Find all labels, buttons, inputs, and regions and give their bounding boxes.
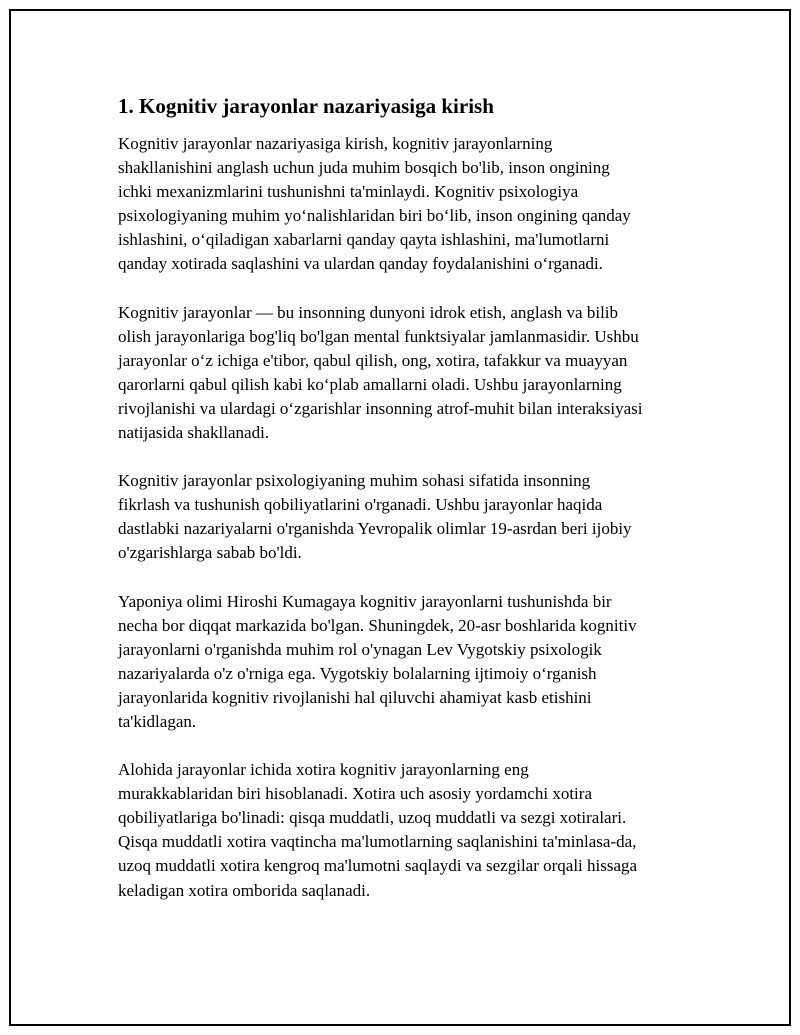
paragraph-definition: Kognitiv jarayonlar — bu insonning dunyoni idrok etish, anglash va bilib olish jarayonlariga bog'liq bo'lgan mental funktsiyalar jamlanmasidir. Ushbu jarayonlar o‘z ichiga e'tibor, qabul qilish, ong, xotira, tafakkur va muayyan qarorlarni qabul qilish kabi ko‘plab amallarni oladi. Ushbu jarayonlarning rivojlanishi va ulardagi o‘zgarishlar insonning atrof-muhit bilan interaksiyasi natijasida shakllanadi. xyxy=(118,302,643,443)
paragraph-memory: Alohida jarayonlar ichida xotira kognitiv jarayonlarning eng murakkablaridan biri hisoblanadi. Xotira uch asosiy yordamchi xotira qobiliyatlariga bo'linadi: qisqa muddatli, uzoq muddatli va sezgi xotiralari. Qisqa muddatli xotira vaqtincha ma'lumotlarning saqlanishini ta'minlasa-da, uzoq muddatli xotira kengroq ma'lumotni saqlaydi va sezgilar orqali hissaga keladigan xotira omborida saqlanadi. xyxy=(118,760,638,900)
document-body xyxy=(118,92,708,927)
section-heading: 1. Kognitiv jarayonlar nazariyasiga kirish xyxy=(118,94,494,118)
paragraph-introduction: Kognitiv jarayonlar nazariyasiga kirish, kognitiv jarayonlarning shakllanishini anglash uchun juda muhim bosqich bo'lib, inson ongining ichki mexanizmlarini tushunishni ta'minlaydi. Kognitiv psixologiya psixologiyaning muhim yo‘nalishlaridan biri bo‘lib, inson ongining qanday ishlashini, o‘qiladigan xabarlarni qanday qayta ishlashini, ma'lumotlarni qanday xotirada saqlashini va ulardan qanday foydalanishini o‘rganadi. xyxy=(118,134,631,274)
paragraph-scientists: Yaponiya olimi Hiroshi Kumagaya kognitiv jarayonlarni tushunishda bir necha bor diqqat markazida bo'lgan. Shuningdek, 20-asr boshlarida kognitiv jarayonlarni o'rganishda muhim rol o'ynagan Lev Vygotskiy psixologik nazariyalarda o'z o'rniga ega. Vygotskiy bolalarning ijtimoiy o‘rganish jarayonlarida kognitiv rivojlanishi hal qiluvchi ahamiyat kasb etishini ta'kidlagan. xyxy=(118,591,637,731)
paragraph-history: Kognitiv jarayonlar psixologiyaning muhim sohasi sifatida insonning fikrlash va tushunish qobiliyatlarini o'rganadi. Ushbu jarayonlar haqida dastlabki nazariyalarni o'rganishda Yevropalik olimlar 19-asrdan beri ijobiy o'zgarishlarga sabab bo'ldi. xyxy=(118,471,632,563)
